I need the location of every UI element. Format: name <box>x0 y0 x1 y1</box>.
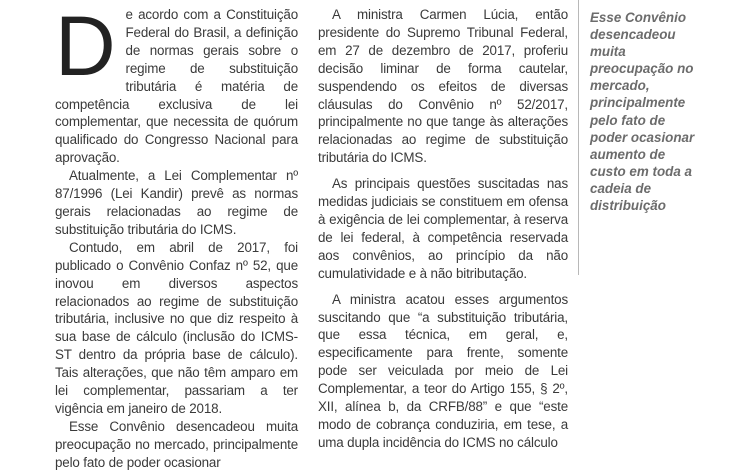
pull-quote: Esse Convênio desencadeou muita preocupação no mercado, principalmente pelo fato de poder ocasionar aumento de custo em toda a cadeia de distribuição <box>590 10 695 214</box>
paragraph-4: Esse Convênio desencadeou muita preocupação no mercado, principalmente pelo fato de poder ocasionar <box>55 418 298 470</box>
paragraph-1-text: e acordo com a Constituição Federal do Brasil, a definição de normas gerais sobre o regime de substituição tributária é matéria de competência exclusiva de lei complementar, que necessita de quórum qualificado do Congresso Nacional para aprovação. <box>55 7 298 166</box>
article-column-1 <box>55 0 298 472</box>
article-column-2 <box>318 6 568 460</box>
paragraph-3: Contudo, em abril de 2017, foi publicado o Convênio Confaz nº 52, que inovou em diversos aspectos relacionados ao regime de substituição tributária, inclusive no que diz respeito à sua base de cálculo (inclusão do ICMS-ST dentro da própria base de cálculo). Tais alterações, que não têm amparo em lei complementar, passariam a ter vigência em janeiro de 2018. <box>55 239 298 416</box>
paragraph-7: A ministra acatou esses argumentos suscitando que “a substituição tributária, que essa técnica, em geral, e, especificamente para frente, somente pode ser veiculada por meio de Lei Complementar, a teor do Artigo 155, § 2º, XII, alínea b, da CRFB/88” e que “este modo de cobrança conduziria, em tese, a uma dupla incidência do ICMS no cálculo <box>318 291 568 450</box>
drop-cap: D <box>55 0 116 93</box>
paragraph-2: Atualmente, a Lei Complementar nº 87/1996 (Lei Kandir) prevê as normas gerais relacionadas ao regime de substituição tributária do ICMS. <box>55 168 298 237</box>
paragraph-5: A ministra Carmen Lúcia, então presidente do Supremo Tribunal Federal, em 27 de dezembro de 2017, proferiu decisão liminar de forma cautelar, suspendendo os efeitos de diversas cláusulas do Convênio nº 52/2017, principalmente no que tange às alterações relacionadas ao regime de substituição tributária do ICMS. <box>318 7 568 166</box>
column-divider <box>578 0 579 275</box>
paragraph-1 <box>55 0 298 167</box>
paragraph-6: As principais questões suscitadas nas medidas judiciais se constituem em ofensa à exigência de lei complementar, à reserva de lei federal, à competência reservada aos convênios, ao princípio da não cumulatividade e à não bitributação. <box>318 176 568 281</box>
